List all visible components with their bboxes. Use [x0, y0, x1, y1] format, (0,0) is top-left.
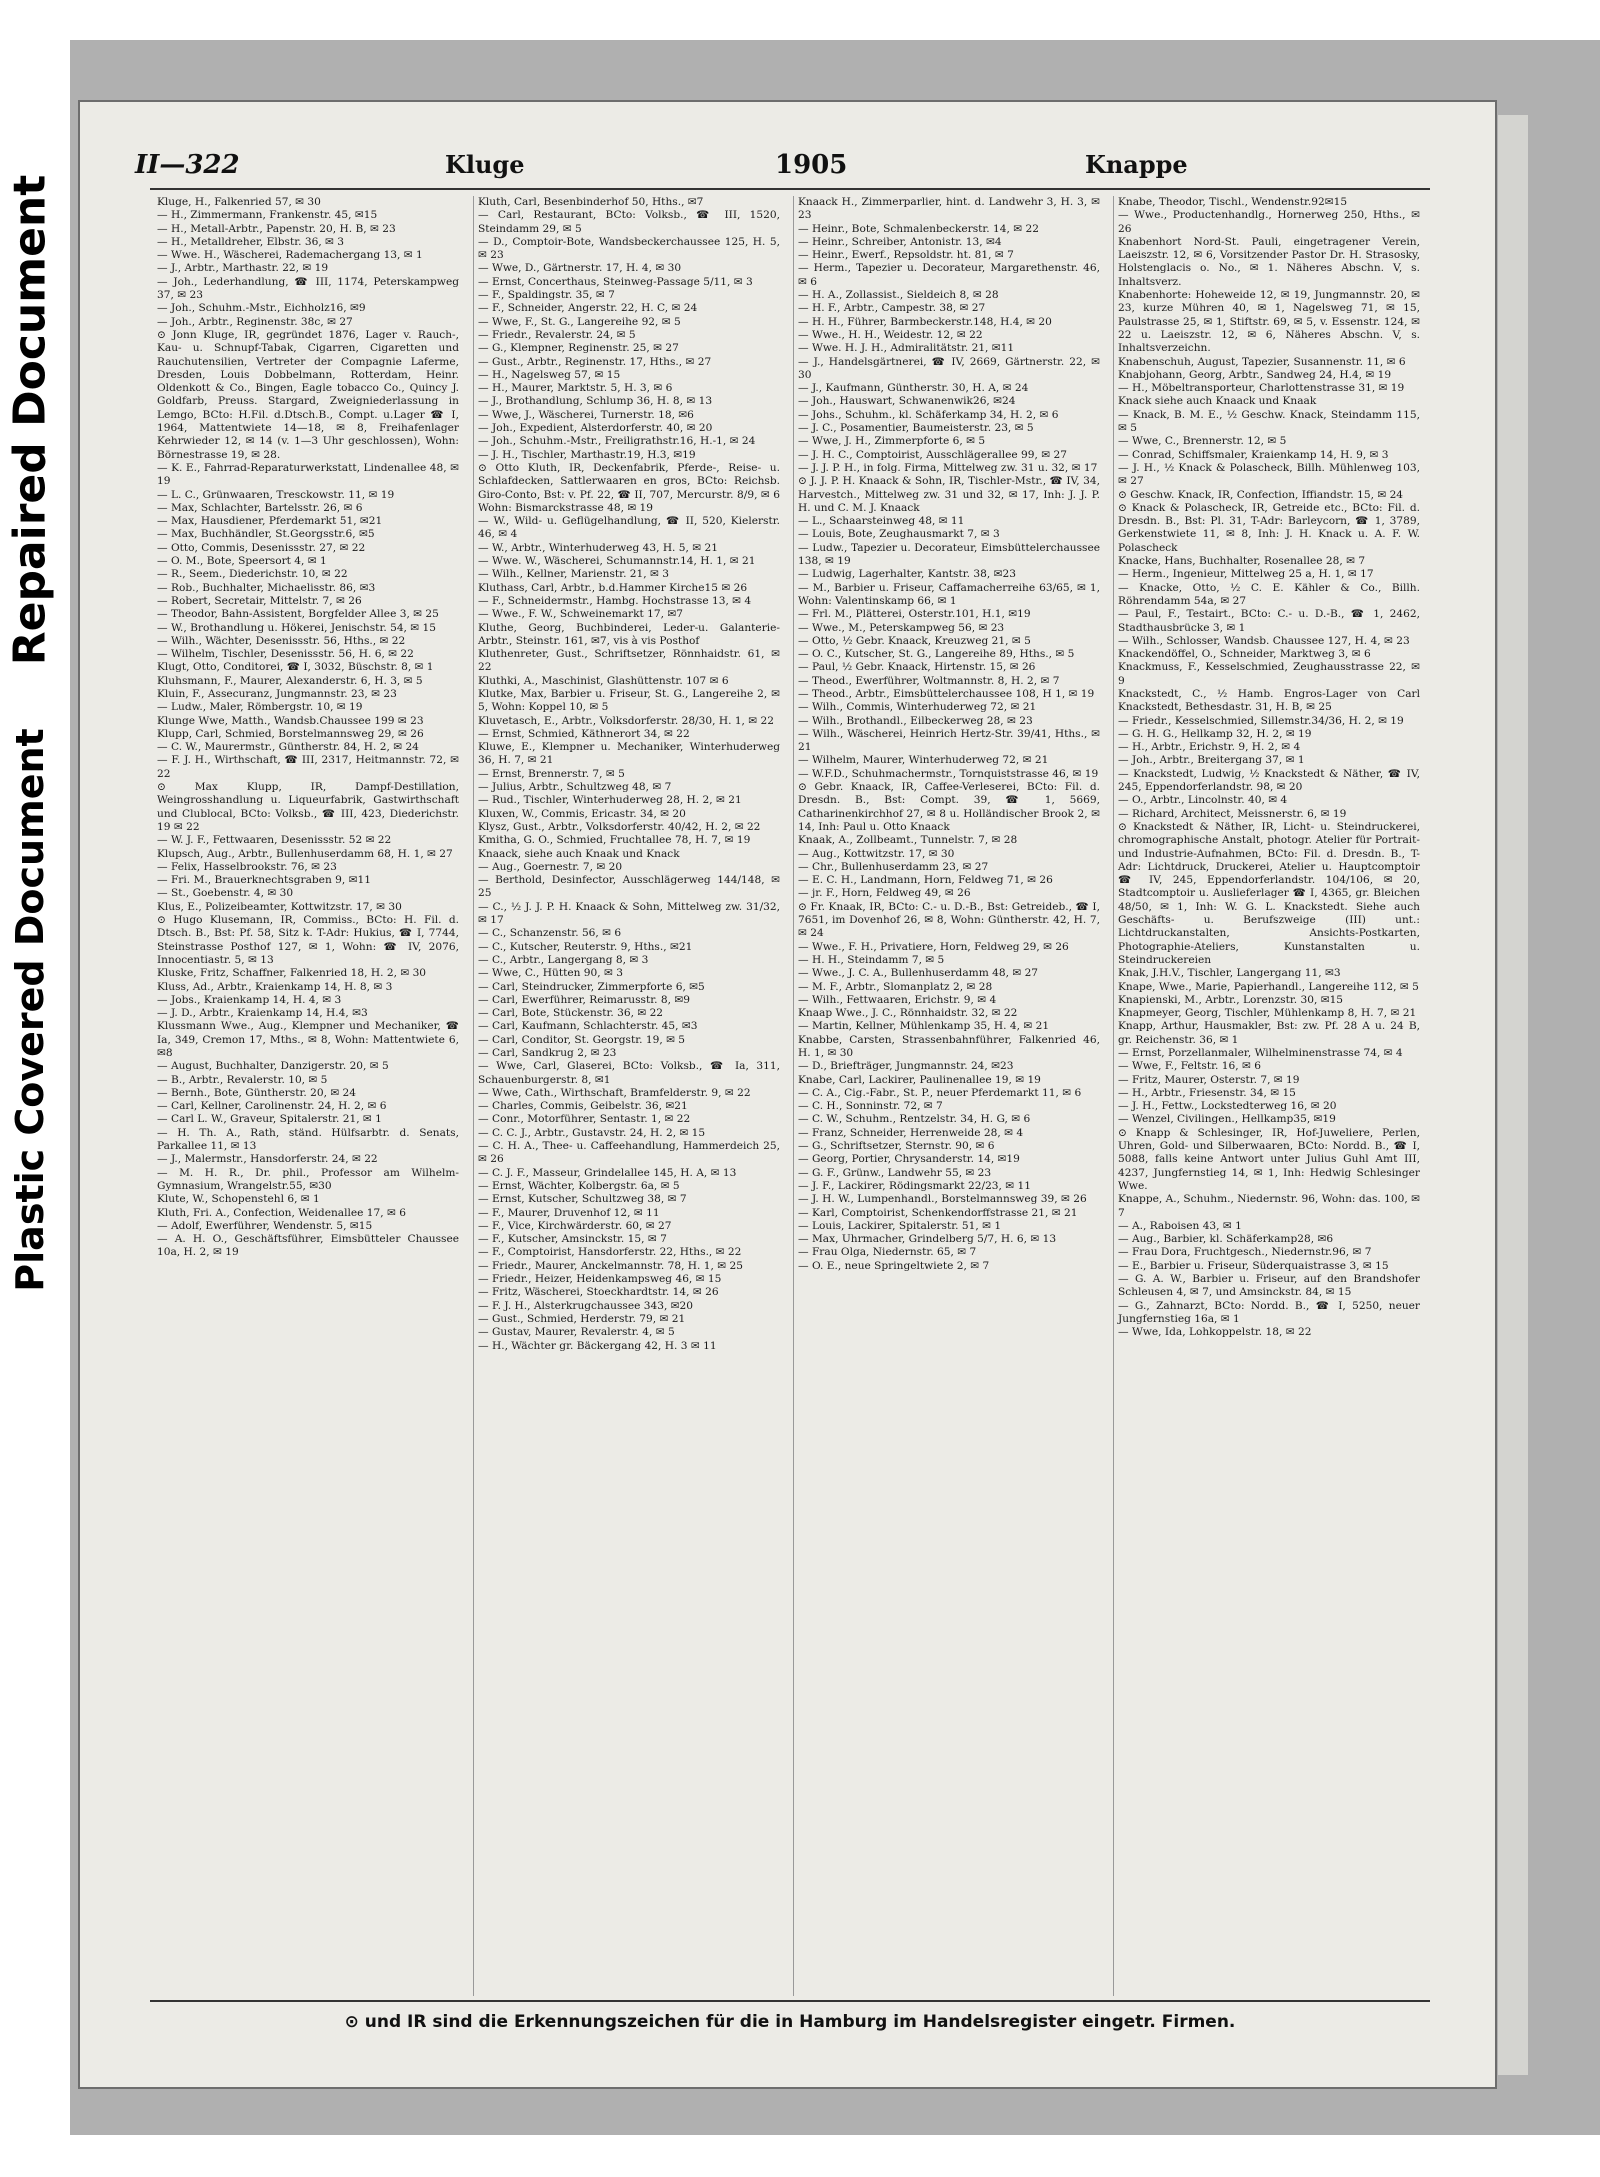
directory-entry: — H. F., Arbtr., Campestr. 38, ✉ 27	[798, 302, 986, 315]
directory-entry: — M., Barbier u. Friseur, Caffamacherreihe 63/65, ✉ 1, Wohn: Valentinskamp 66, ✉ 1	[798, 581, 1100, 607]
directory-entry: — Frl. M., Plätterei, Osterstr.101, H.1, ✉19	[798, 608, 1031, 621]
directory-entry: — Herm., Tapezier u. Decorateur, Margarethenstr. 46, ✉ 6	[798, 262, 1100, 288]
directory-entry: — C. H. A., Thee- u. Caffeehandlung, Hammerdeich 25, ✉ 26	[478, 1140, 780, 1166]
directory-entry: ⊙ Knack & Polascheck, IR, Getreide etc., BCto: Fil. d. Dresdn. B., Bst: Pl. 31, T-Adr: Barleycorn, ☎ 1, 3789, Gerkenstwiete 11, ✉ 8, Inh: J. H. Knack u. A. F. W. Polascheck	[1118, 501, 1420, 554]
directory-entry: Knackendöffel, O., Schneider, Marktweg 3, ✉ 6	[1118, 648, 1371, 661]
directory-entry: — Wwe., F. H., Privatiere, Horn, Feldweg 29, ✉ 26	[798, 940, 1069, 953]
directory-entry: — Wenzel, Civilingen., Hellkamp35, ✉19	[1118, 1113, 1336, 1126]
directory-entry: Klupp, Carl, Schmied, Borstelmannsweg 29, ✉ 26	[157, 727, 424, 740]
directory-entry: — Wilh., Commis, Winterhuderweg 72, ✉ 21	[798, 701, 1037, 714]
directory-entry: Knacke, Hans, Buchhalter, Rosenallee 28, ✉ 7	[1118, 555, 1366, 568]
directory-entry: — Joh., Hauswart, Schwanenwik26, ✉24	[798, 395, 1016, 408]
directory-entry: Knack siehe auch Knaack und Knaak	[1118, 395, 1317, 408]
directory-entry: — Wilhelm, Maurer, Winterhuderweg 72, ✉ 21	[798, 754, 1049, 767]
directory-entry: — F. J. H., Wirthschaft, ☎ III, 2317, Heitmannstr. 72, ✉ 22	[157, 754, 459, 780]
directory-entry: — Wwe, Ida, Lohkoppelstr. 18, ✉ 22	[1118, 1326, 1312, 1339]
directory-entry: Knabenhorte: Hoheweide 12, ✉ 19, Jungmannstr. 20, ✉ 23, kurze Mühren 40, ✉ 1, Nagelsweg 71, ✉ 15, Paulstrasse 25, ✉ 1, Stiftstr. 69, ✉ 5, v. Essenstr. 124, ✉ 22 u. Laeiszstr. 12, ✉ 6, Näheres Abschn. V, s. Inhaltsverzeichn.	[1118, 289, 1420, 355]
directory-entry: ⊙ Gebr. Knaack, IR, Caffee-Verleserei, BCto: Fil. d. Dresdn. B., Bst: Compt. 39, ☎ 1, 5669, Catharinenkirchhof 27, ✉ 8 u. Holländischer Brook 2, ✉ 14, Inh: Paul u. Otto Knaack	[798, 781, 1100, 833]
directory-entry: Kluvetasch, E., Arbtr., Volksdorferstr. 28/30, H. 1, ✉ 22	[478, 714, 775, 727]
page-number: II—322	[135, 150, 240, 180]
directory-entry: — F., Kutscher, Amsinckstr. 15, ✉ 7	[478, 1233, 667, 1246]
directory-entry: — C., Arbtr., Langergang 8, ✉ 3	[478, 953, 649, 966]
directory-entry: — Carl, Conditor, St. Georgstr. 19, ✉ 5	[478, 1033, 686, 1046]
directory-entry: — Berthold, Desinfector, Ausschlägerweg 144/148, ✉ 25	[478, 874, 780, 900]
directory-entry: — H., Maurer, Marktstr. 5, H. 3, ✉ 6	[478, 382, 673, 395]
directory-entry: Kluge, H., Falkenried 57, ✉ 30	[157, 196, 321, 208]
directory-entry: — H., Zimmermann, Frankenstr. 45, ✉15	[157, 209, 378, 222]
directory-entry: — Ludw., Tapezier u. Decorateur, Eimsbüttelerchaussee 138, ✉ 19	[798, 541, 1100, 568]
directory-entry: — Paul, ½ Gebr. Knaack, Hirtenstr. 15, ✉ 26	[798, 661, 1036, 674]
directory-entry: — Friedr., Heizer, Heidenkampsweg 46, ✉ 15	[478, 1273, 722, 1286]
directory-entry: Klysz, Gust., Arbtr., Volksdorferstr. 40/42, H. 2, ✉ 22	[478, 820, 761, 833]
directory-entry: — F. J. H., Alsterkrugchaussee 343, ✉20	[478, 1299, 694, 1312]
directory-entry: — Ernst, Porzellanmaler, Wilhelminenstrasse 74, ✉ 4	[1118, 1047, 1403, 1059]
directory-entry: — G., Schriftsetzer, Sternstr. 90, ✉ 6	[798, 1140, 995, 1153]
directory-entry: Kluth, Fri. A., Confection, Weidenallee 17, ✉ 6	[157, 1206, 406, 1219]
directory-entry: — J. J. P. H., in folg. Firma, Mittelweg zw. 31 u. 32, ✉ 17	[798, 461, 1098, 474]
directory-entry: — Wwe, D., Gärtnerstr. 17, H. 4, ✉ 30	[478, 262, 682, 275]
directory-entry: — Martin, Kellner, Mühlenkamp 35, H. 4, ✉ 21	[798, 1020, 1050, 1033]
directory-entry: — C. J. F., Masseur, Grindelallee 145, H. A, ✉ 13	[478, 1166, 737, 1179]
directory-entry: — Aug., Kottwitzstr. 17, ✉ 30	[798, 847, 955, 860]
directory-entry: ⊙ Knapp & Schlesinger, IR, Hof-Juweliere, Perlen, Uhren, Gold- und Silberwaaren, BCto: Nordd. B., ☎ I, 5088, falls keine Antwort unter Julius Guhl Amt III, 4237, Jungfernstieg 14, ✉ 1, Inh: Hedwig Schlesinger Wwe.	[1118, 1126, 1420, 1192]
directory-entry: — Wilh., Brothandl., Eilbeckerweg 28, ✉ 23	[798, 714, 1033, 727]
directory-entry: — Joh., Schuhm.-Mstr., Freiligrathstr.16, H.-1, ✉ 24	[478, 435, 756, 448]
directory-entry: — Wwe, F., Feltstr. 16, ✉ 6	[1118, 1060, 1261, 1073]
directory-entry: — Friedr., Revalerstr. 24, ✉ 5	[478, 328, 636, 341]
directory-entry: — H., Arbtr., Friesenstr. 34, ✉ 15	[1118, 1086, 1296, 1099]
directory-entry: — Wilh., Schlosser, Wandsb. Chaussee 127, H. 4, ✉ 23	[1118, 634, 1410, 647]
directory-entry: — Friedr., Kesselschmied, Sillemstr.34/36, H. 2, ✉ 19	[1118, 714, 1404, 727]
directory-entry: — M. H. R., Dr. phil., Professor am Wilhelm-Gymnasium, Wrangelstr.55, ✉30	[157, 1166, 459, 1192]
directory-entry: — J. C., Posamentier, Baumeisterstr. 23, ✉ 5	[798, 422, 1034, 435]
directory-entry: Kluth, Carl, Besenbinderhof 50, Hths., ✉7	[478, 196, 704, 208]
directory-entry: — Knackstedt, Ludwig, ½ Knackstedt & Näther, ☎ IV, 245, Eppendorferlandstr. 98, ✉ 20	[1118, 767, 1420, 794]
directory-entry: — Ludwig, Lagerhalter, Kantstr. 38, ✉23	[798, 568, 1016, 581]
directory-entry: ⊙ Geschw. Knack, IR, Confection, Iffiandstr. 15, ✉ 24	[1118, 488, 1404, 501]
directory-entry: — Robert, Secretair, Mittelstr. 7, ✉ 26	[157, 594, 362, 607]
directory-entry: — G. H. G., Hellkamp 32, H. 2, ✉ 19	[1118, 727, 1312, 740]
plastic-covered-label: Plastic Covered Document	[8, 728, 52, 1292]
footer-rule	[150, 2000, 1430, 2002]
directory-entry: — Ernst, Brennerstr. 7, ✉ 5	[478, 767, 625, 780]
directory-entry: — Bernh., Bote, Güntherstr. 20, ✉ 24	[157, 1086, 357, 1099]
directory-entry: — Felix, Hasselbrookstr. 76, ✉ 23	[157, 860, 337, 873]
directory-entry: — J. F., Lackirer, Rödingsmarkt 22/23, ✉ 11	[798, 1179, 1032, 1192]
directory-entry: — Wwe., J. C. A., Bullenhuserdamm 48, ✉ 27	[798, 967, 1039, 980]
directory-entry: — R., Seem., Diederichstr. 10, ✉ 22	[157, 568, 348, 581]
directory-entry: — A. H. O., Geschäftsführer, Eimsbütteler Chaussee 10a, H. 2, ✉ 19	[157, 1233, 459, 1259]
directory-entry: ⊙ Otto Kluth, IR, Deckenfabrik, Pferde-, Reise- u. Schlafdecken, Sattlerwaaren en gros, BCto: Reichsb. Giro-Conto, Bst: v. Pf. 22, ☎ II, 707, Mercurstr. 8/9, ✉ 6 Wohn: Bismarckstrasse 48, ✉ 19	[478, 461, 780, 514]
directory-entry: — Joh., Schuhm.-Mstr., Eichholz16, ✉9	[157, 302, 366, 315]
directory-entry: — L., Schaarsteinweg 48, ✉ 11	[798, 515, 965, 528]
directory-entry: — J., Arbtr., Marthastr. 22, ✉ 19	[157, 262, 329, 275]
directory-entry: — Rob., Buchhalter, Michaelisstr. 86, ✉3	[157, 581, 376, 594]
directory-entry: — Louis, Lackirer, Spitalerstr. 51, ✉ 1	[798, 1219, 1002, 1232]
directory-entry: Knape, Wwe., Marie, Papierhandl., Langereihe 112, ✉ 5	[1118, 980, 1419, 993]
directory-entry: — Fritz, Maurer, Osterstr. 7, ✉ 19	[1118, 1073, 1300, 1086]
directory-entry: — Wilh., Fettwaaren, Erichstr. 9, ✉ 4	[798, 993, 997, 1006]
directory-entry: — Aug., Goernestr. 7, ✉ 20	[478, 860, 623, 873]
directory-entry: Knapmeyer, Georg, Tischler, Mühlenkamp 8, H. 7, ✉ 21	[1118, 1007, 1417, 1020]
directory-entry: Knabjohann, Georg, Arbtr., Sandweg 24, H.4, ✉ 19	[1118, 368, 1392, 381]
directory-entry: — J., Handelsgärtnerei, ☎ IV, 2669, Gärtnerstr. 22, ✉ 30	[798, 355, 1100, 381]
directory-entry: — H., Arbtr., Erichstr. 9, H. 2, ✉ 4	[1118, 741, 1301, 754]
directory-entry: — Aug., Barbier, kl. Schäferkamp28, ✉6	[1118, 1233, 1334, 1246]
directory-entry: — J. H., Tischler, Marthastr.19, H.3, ✉19	[478, 448, 696, 461]
directory-entry: — Ernst, Kutscher, Schultzweg 38, ✉ 7	[478, 1193, 687, 1206]
directory-entry: — Wwe., M., Peterskampweg 56, ✉ 23	[798, 621, 1005, 634]
directory-entry: — Ernst, Concerthaus, Steinweg-Passage 5/11, ✉ 3	[478, 275, 753, 288]
directory-entry: — Ernst, Schmied, Käthnerort 34, ✉ 22	[478, 727, 690, 740]
directory-entry: — C. W., Schuhm., Rentzelstr. 34, H. G, ✉ 6	[798, 1113, 1031, 1126]
directory-entry: — L. C., Grünwaaren, Tresckowstr. 11, ✉ 19	[157, 488, 395, 501]
column-2	[473, 196, 784, 1996]
directory-entry: — Joh., Arbtr., Reginenstr. 38c, ✉ 27	[157, 315, 353, 328]
directory-entry: — F., Spaldingstr. 35, ✉ 7	[478, 289, 615, 302]
directory-entry: — Gust., Schmied, Herderstr. 79, ✉ 21	[478, 1312, 686, 1325]
directory-entry: — E. C. H., Landmann, Horn, Feldweg 71, ✉ 26	[798, 874, 1053, 887]
directory-entry: — Conrad, Schiffsmaler, Kraienkamp 14, H. 9, ✉ 3	[1118, 448, 1389, 461]
directory-entry: — Joh., Arbtr., Breitergang 37, ✉ 1	[1118, 754, 1305, 767]
directory-entry: — F., Comptoirist, Hansdorferstr. 22, Hths., ✉ 22	[478, 1246, 742, 1259]
directory-entry: Klus, E., Polizeibeamter, Kottwitzstr. 17, ✉ 30	[157, 900, 402, 913]
directory-entry: Knapp, Arthur, Hausmakler, Bst: zw. Pf. 28 A u. 24 B, gr. Reichenstr. 36, ✉ 1	[1118, 1020, 1420, 1046]
directory-entry: ⊙ Jonn Kluge, IR, gegründet 1876, Lager v. Rauch-, Kau- u. Schnupf-Tabak, Cigarren, Cigaretten und Rauchutensilien, Vertreter der Compagnie Laferme, Dresden, Louis Dobbelmann, Rotterdam, Heinr. Oldenkott & Co., Bingen, Eagle tobacco Co., Quincy J. Goldfarb, Preuss. Stargard, Zweigniederlassung in Lemgo, BCto: H.Fil. d.Dtsch.B., Compt. u.Lager ☎ I, 1964, Mattentwiete 14—18, ✉ 8, Freihafenlager Kehrwieder 12, ✉ 14 (v. 1—3 Uhr geschlossen), Wohn: Börnestrasse 19, ✉ 28.	[157, 328, 459, 461]
directory-entry: — C. W., Maurermstr., Güntherstr. 84, H. 2, ✉ 24	[157, 741, 419, 754]
directory-entry: — Frau Dora, Fruchtgesch., Niedernstr.96, ✉ 7	[1118, 1246, 1372, 1259]
directory-entry: Knabe, Theodor, Tischl., Wendenstr.92✉15	[1118, 196, 1348, 208]
directory-entry: — August, Buchhalter, Danzigerstr. 20, ✉ 5	[157, 1060, 389, 1073]
repaired-document-label: Repaired Document	[4, 174, 56, 666]
directory-entry: — Chr., Bullenhuserdamm 23, ✉ 27	[798, 860, 989, 873]
directory-entry: — W.F.D., Schuhmachermstr., Tornquiststrasse 46, ✉ 19	[798, 767, 1099, 780]
directory-entry: Kluthki, A., Maschinist, Glashüttenstr. 107 ✉ 6	[478, 674, 729, 687]
directory-entry: — Jobs., Kraienkamp 14, H. 4, ✉ 3	[157, 993, 342, 1006]
directory-entry: Knabe, Carl, Lackirer, Paulinenallee 19, ✉ 19	[798, 1073, 1041, 1086]
directory-entry: — E., Barbier u. Friseur, Süderquaistrasse 3, ✉ 15	[1118, 1259, 1389, 1272]
directory-entry: — C. C. J., Arbtr., Gustavstr. 24, H. 2, ✉ 15	[478, 1126, 706, 1139]
directory-entry: — J. D., Arbtr., Kraienkamp 14, H.4, ✉3	[157, 1007, 368, 1020]
side-label-bar	[0, 0, 60, 2177]
entry-columns	[153, 196, 1428, 1996]
directory-entry: — Carl, Kaufmann, Schlachterstr. 45, ✉3	[478, 1020, 698, 1033]
directory-entry: — O. E., neue Springeltwiete 2, ✉ 7	[798, 1259, 990, 1272]
directory-entry: — C., Kutscher, Reuterstr. 9, Hths., ✉21	[478, 940, 693, 953]
directory-entry: — Carl, Kellner, Carolinenstr. 24, H. 2, ✉ 6	[157, 1100, 387, 1113]
directory-entry: Klutke, Max, Barbier u. Friseur, St. G., Langereihe 2, ✉ 5, Wohn: Koppel 10, ✉ 5	[478, 687, 780, 714]
directory-entry: — F., Vice, Kirchwärderstr. 60, ✉ 27	[478, 1219, 672, 1232]
directory-entry: Kluin, F., Assecuranz, Jungmannstr. 23, ✉ 23	[157, 687, 397, 700]
directory-entry: Knaak, A., Zollbeamt., Tunnelstr. 7, ✉ 28	[798, 834, 1018, 847]
directory-entry: — J., Kaufmann, Güntherstr. 30, H. A, ✉ 24	[798, 382, 1029, 395]
directory-entry: — Johs., Schuhm., kl. Schäferkamp 34, H. 2, ✉ 6	[798, 408, 1059, 421]
directory-entry: — J. H. W., Lumpenhandl., Borstelmannsweg 39, ✉ 26	[798, 1193, 1087, 1206]
directory-entry: Knapienski, M., Arbtr., Lorenzstr. 30, ✉15	[1118, 993, 1344, 1006]
directory-entry: — Gust., Arbtr., Reginenstr. 17, Hths., ✉ 27	[478, 355, 712, 368]
directory-entry: — Carl, Ewerführer, Reimarusstr. 8, ✉9	[478, 993, 690, 1006]
directory-entry: Knaack, siehe auch Knaak und Knack	[478, 847, 680, 860]
directory-entry: Klupsch, Aug., Arbtr., Bullenhuserdamm 68, H. 1, ✉ 27	[157, 847, 453, 860]
directory-entry: — Knack, B. M. E., ½ Geschw. Knack, Steindamm 115, ✉ 5	[1118, 408, 1420, 435]
directory-entry: — W., Brothandlung u. Hökerei, Jenischstr. 54, ✉ 15	[157, 621, 437, 634]
directory-entry: — H., Metalldreher, Elbstr. 36, ✉ 3	[157, 235, 345, 248]
directory-entry: Kluthass, Carl, Arbtr., b.d.Hammer Kirche15 ✉ 26	[478, 581, 748, 594]
directory-entry: — G. F., Grünw., Landwehr 55, ✉ 23	[798, 1166, 992, 1179]
directory-entry: — Wwe, J., Wäscherei, Turnerstr. 18, ✉6	[478, 408, 694, 421]
directory-entry: — G. A. W., Barbier u. Friseur, auf den Brandshofer Schleusen 4, ✉ 7, und Amsinckstr. 84, ✉ 15	[1118, 1273, 1420, 1299]
directory-entry: — Max, Uhrmacher, Grindelberg 5/7, H. 6, ✉ 13	[798, 1233, 1057, 1246]
directory-entry: — jr. F., Horn, Feldweg 49, ✉ 26	[798, 887, 971, 900]
directory-entry: — Wwe, C., Brennerstr. 12, ✉ 5	[1118, 435, 1287, 448]
directory-entry: — M. F., Arbtr., Slomanplatz 2, ✉ 28	[798, 980, 993, 993]
directory-entry: — C., ½ J. J. P. H. Knaack & Sohn, Mittelweg zw. 31/32, ✉ 17	[478, 900, 780, 927]
directory-entry: — Fritz, Wäscherei, Stoeckhardtstr. 14, ✉ 26	[478, 1286, 719, 1299]
directory-entry: — H., Metall-Arbtr., Papenstr. 20, H. B, ✉ 23	[157, 222, 396, 235]
directory-entry: — C., Schanzenstr. 56, ✉ 6	[478, 927, 622, 940]
next-page-edge	[1498, 115, 1528, 2075]
directory-entry: Kluthe, Georg, Buchbinderei, Leder-u. Galanterie-Arbtr., Steinstr. 161, ✉7, vis à vis Posthof	[478, 621, 780, 647]
column-4	[1113, 196, 1424, 1996]
directory-entry: — Herm., Ingenieur, Mittelweg 25 a, H. 1, ✉ 17	[1118, 568, 1374, 581]
directory-entry: — Wilh., Kellner, Marienstr. 21, ✉ 3	[478, 568, 670, 581]
directory-entry: — Theod., Arbtr., Eimsbüttelerchaussee 108, H 1, ✉ 19	[798, 687, 1095, 700]
directory-entry: — Wwe. H. J. H., Admiralitätstr. 21, ✉11	[798, 342, 1015, 355]
directory-entry: Klugt, Otto, Conditorei, ☎ I, 3032, Büschstr. 8, ✉ 1	[157, 661, 434, 674]
directory-entry: — Otto, ½ Gebr. Knaack, Kreuzweg 21, ✉ 5	[798, 634, 1031, 647]
directory-entry: — Max, Schlachter, Bartelsstr. 26, ✉ 6	[157, 501, 363, 514]
directory-entry: ⊙ J. J. P. H. Knaack & Sohn, IR, Tischler-Mstr., ☎ IV, 34, Harvestch., Mittelweg zw. 31 und 32, ✉ 17, Inh: J. J. P. H. und C. M. J. Knaack	[798, 475, 1100, 514]
directory-entry: Kluwe, E., Klempner u. Mechaniker, Winterhuderweg 36, H. 7, ✉ 21	[478, 741, 780, 767]
directory-entry: Knaap Wwe., J. C., Rönnhaidstr. 32, ✉ 22	[798, 1007, 1018, 1020]
directory-entry: — J. H., ½ Knack & Polascheck, Billh. Mühlenweg 103, ✉ 27	[1118, 461, 1420, 488]
directory-entry: — Wwe., F. W., Schweinemarkt 17, ✉7	[478, 608, 683, 621]
directory-entry: Knabenhort Nord-St. Pauli, eingetragener Verein, Laeiszstr. 12, ✉ 6, Vorsitzender Pastor Dr. H. Strasosky, Holstenglacis o. No., ✉ 1. Näheres Abschn. V, s. Inhaltsverz.	[1118, 235, 1420, 288]
directory-entry: Kluske, Fritz, Schaffner, Falkenried 18, H. 2, ✉ 30	[157, 967, 427, 980]
directory-entry: — Friedr., Maurer, Anckelmannstr. 78, H. 1, ✉ 25	[478, 1259, 743, 1272]
directory-entry: — W., Wild- u. Geflügelhandlung, ☎ II, 520, Kielerstr. 46, ✉ 4	[478, 515, 780, 541]
directory-entry: — H. A., Zollassist., Sieldeich 8, ✉ 28	[798, 289, 999, 302]
directory-entry: — J. H., Fettw., Lockstedterweg 16, ✉ 20	[1118, 1100, 1337, 1113]
directory-entry: — H., Möbeltransporteur, Charlottenstrasse 31, ✉ 19	[1118, 382, 1405, 395]
directory-entry: — Paul, F., Testairt., BCto: C.- u. D.-B., ☎ 1, 2462, Stadthausbrücke 3, ✉ 1	[1118, 608, 1420, 634]
directory-entry: — St., Goebenstr. 4, ✉ 30	[157, 887, 294, 900]
directory-entry: — O. M., Bote, Speersort 4, ✉ 1	[157, 555, 327, 568]
directory-entry: — Carl, Sandkrug 2, ✉ 23	[478, 1047, 617, 1059]
directory-entry: — Wilh., Wäscherei, Heinrich Hertz-Str. 39/41, Hths., ✉ 21	[798, 727, 1100, 754]
directory-entry: Knabenschuh, August, Tapezier, Susannenstr. 11, ✉ 6	[1118, 355, 1406, 368]
directory-entry: Knappe, A., Schuhm., Niedernstr. 96, Wohn: das. 100, ✉ 7	[1118, 1193, 1420, 1219]
directory-entry: — Otto, Commis, Desenissstr. 27, ✉ 22	[157, 541, 366, 554]
directory-entry: — H., Nagelsweg 57, ✉ 15	[478, 368, 621, 381]
directory-entry: — Carl, Bote, Stückenstr. 36, ✉ 22	[478, 1007, 664, 1020]
directory-entry: — Theod., Ewerführer, Woltmannstr. 8, H. 2, ✉ 7	[798, 674, 1060, 687]
directory-entry: Knabbe, Carsten, Strassenbahnführer, Falkenried 46, H. 1, ✉ 30	[798, 1033, 1100, 1059]
directory-entry: — Conr., Motorführer, Sentastr. 1, ✉ 22	[478, 1113, 691, 1126]
directory-entry: — Julius, Arbtr., Schultzweg 48, ✉ 7	[478, 781, 672, 794]
directory-entry: Klute, W., Schopenstehl 6, ✉ 1	[157, 1193, 320, 1206]
directory-entry: — H., Wächter gr. Bäckergang 42, H. 3 ✉ 11	[478, 1339, 717, 1352]
directory-entry: Knak, J.H.V., Tischler, Langergang 11, ✉3	[1118, 967, 1341, 980]
directory-entry: — Wilh., Wächter, Desenissstr. 56, Hths., ✉ 22	[157, 634, 406, 647]
directory-entry: — Wilhelm, Tischler, Desenissstr. 56, H. 6, ✉ 22	[157, 648, 414, 661]
page-footer: ⊙ und IR sind die Erkennungszeichen für die in Hamburg im Handelsregister eingetr. Firmen.	[344, 2012, 1236, 2032]
directory-entry: — Wwe, C., Hütten 90, ✉ 3	[478, 967, 623, 980]
directory-entry: — J., Malermstr., Hansdorferstr. 24, ✉ 22	[157, 1153, 378, 1166]
directory-entry: — Wwe, Carl, Glaserei, BCto: Volksb., ☎ Ia, 311, Schauenburgerstr. 8, ✉1	[478, 1060, 780, 1086]
directory-entry: — C. H., Sonninstr. 72, ✉ 7	[798, 1100, 943, 1113]
header-year: 1905	[775, 150, 848, 180]
header-first-word: Kluge	[445, 150, 525, 179]
header-last-word: Knappe	[1085, 150, 1188, 179]
directory-entry: — Theodor, Bahn-Assistent, Borgfelder Allee 3, ✉ 25	[157, 608, 439, 621]
directory-entry: Knackmuss, F., Kesselschmied, Zeughausstrasse 22, ✉ 9	[1118, 661, 1420, 687]
directory-entry: ⊙ Max Klupp, IR, Dampf-Destillation, Weingrosshandlung u. Liqueurfabrik, Gastwirthschaft und Clublocal, BCto: Volksb., ☎ III, 423, Diederichstr. 19 ✉ 22	[157, 781, 459, 833]
directory-entry: Klunge Wwe, Matth., Wandsb.Chaussee 199 ✉ 23	[157, 714, 424, 727]
directory-entry: — H. Th. A., Rath, ständ. Hülfsarbtr. d. Senats, Parkallee 11, ✉ 13	[157, 1126, 459, 1153]
directory-entry: — Karl, Comptoirist, Schenkendorffstrasse 21, ✉ 21	[798, 1206, 1078, 1219]
directory-entry: — C. A., Cig.-Fabr., St. P., neuer Pferdemarkt 11, ✉ 6	[798, 1086, 1082, 1099]
directory-entry: — Carl L. W., Graveur, Spitalerstr. 21, ✉ 1	[157, 1113, 382, 1126]
directory-entry: — F., Schneider, Angerstr. 22, H. C, ✉ 24	[478, 302, 698, 315]
directory-entry: — H. H., Steindamm 7, ✉ 5	[798, 953, 945, 966]
directory-entry: Kmitha, G. O., Schmied, Fruchtallee 78, H. 7, ✉ 19	[478, 834, 751, 847]
directory-entry: — D., Briefträger, Jungmannstr. 24, ✉23	[798, 1060, 1014, 1073]
directory-entry: — Joh., Expedient, Alsterdorferstr. 40, ✉ 20	[478, 422, 713, 435]
directory-entry: — Charles, Commis, Geibelstr. 36, ✉21	[478, 1100, 688, 1113]
directory-entry: — G., Klempner, Reginenstr. 25, ✉ 27	[478, 342, 679, 355]
directory-entry: — D., Comptoir-Bote, Wandsbeckerchaussee 125, H. 5, ✉ 23	[478, 235, 780, 262]
directory-entry: — Gustav, Maurer, Revalerstr. 4, ✉ 5	[478, 1326, 675, 1339]
directory-entry: — Wwe., Productenhandlg., Hornerweg 250, Hths., ✉ 26	[1118, 209, 1420, 235]
directory-entry: — Wwe, J. H., Zimmerpforte 6, ✉ 5	[798, 435, 986, 448]
directory-entry: — Fri. M., Brauerknechtsgraben 9, ✉11	[157, 874, 371, 887]
directory-entry: — Heinr., Ewerf., Repsoldstr. ht. 81, ✉ 7	[798, 249, 1014, 262]
directory-entry: — Louis, Bote, Zeughausmarkt 7, ✉ 3	[798, 528, 1000, 541]
directory-entry: — B., Arbtr., Revalerstr. 10, ✉ 5	[157, 1073, 328, 1086]
directory-entry: — H. H., Führer, Barmbeckerstr.148, H.4, ✉ 20	[798, 315, 1052, 328]
directory-entry: — Wwe. H., Wäscherei, Rademachergang 13, ✉ 1	[157, 249, 423, 262]
directory-entry: — Heinr., Bote, Schmalenbeckerstr. 14, ✉ 22	[798, 222, 1039, 235]
directory-entry: — J. H. C., Comptoirist, Ausschlägerallee 99, ✉ 27	[798, 448, 1067, 461]
directory-entry: — Frau Olga, Niedernstr. 65, ✉ 7	[798, 1246, 977, 1259]
directory-entry: — Heinr., Schreiber, Antonistr. 13, ✉4	[798, 235, 1002, 248]
column-1	[153, 196, 463, 1996]
directory-entry: Knackstedt, C., ½ Hamb. Engros-Lager von Carl Knackstedt, Bethesdastr. 31, H. B, ✉ 25	[1118, 687, 1420, 714]
directory-entry: — Wwe., H. H., Weidestr. 12, ✉ 22	[798, 328, 983, 341]
directory-entry: — G., Zahnarzt, BCto: Nordd. B., ☎ I, 5250, neuer Jungfernstieg 16a, ✉ 1	[1118, 1299, 1420, 1325]
directory-entry: — J., Brothandlung, Schlump 36, H. 8, ✉ 13	[478, 395, 713, 408]
directory-entry: — O., Arbtr., Lincolnstr. 40, ✉ 4	[1118, 794, 1288, 807]
directory-entry: — O. C., Kutscher, St. G., Langereihe 89, Hths., ✉ 5	[798, 648, 1075, 661]
directory-entry: — F., Schneidermstr., Hambg. Hochstrasse 13, ✉ 4	[478, 594, 752, 607]
directory-entry: — Georg, Portier, Chrysanderstr. 14, ✉19	[798, 1153, 1020, 1166]
directory-entry: — Adolf, Ewerführer, Wendenstr. 5, ✉15	[157, 1219, 373, 1232]
directory-entry: ⊙ Knackstedt & Näther, IR, Licht- u. Steindruckerei, chromographische Anstalt, photogr. Atelier für Portrait- und Industrie-Aufnahmen, BCto: Fil. d. Dresdn. B., T-Adr: Lichtdruck, Druckerei, Atelier u. Hauptcomptoir ☎ IV, 245, Eppendorferlandstr. 104/106, ✉ 20, Stadtcomptoir u. Auslieferlager ☎ I, 4365, gr. Bleichen 48/50, ✉ 1, Inh: W. G. L. Knackstedt. Siehe auch Geschäfts- u. Berufszweige (III) unt.: Lichtdruckanstalten, Ansichts-Postkarten, Photographie-Ateliers, Kunstanstalten u. Steindruckereien	[1118, 820, 1420, 966]
directory-entry: — Wwe. W., Wäscherei, Schumannstr.14, H. 1, ✉ 21	[478, 555, 756, 568]
header-rule	[150, 188, 1430, 190]
directory-entry: ⊙ Fr. Knaak, IR, BCto: C.- u. D.-B., Bst: Getreideb., ☎ I, 7651, im Dovenhof 26, ✉ 8, Wohn: Güntherstr. 42, H. 7, ✉ 24	[798, 900, 1100, 940]
directory-entry: — Carl, Steindrucker, Zimmerpforte 6, ✉5	[478, 980, 705, 993]
directory-entry: — A., Raboisen 43, ✉ 1	[1118, 1219, 1242, 1232]
directory-entry: — Max, Buchhändler, St.Georgsstr.6, ✉5	[157, 528, 375, 541]
directory-entry: — Wwe, Cath., Wirthschaft, Bramfelderstr. 9, ✉ 22	[478, 1086, 751, 1099]
directory-entry: Kluhsmann, F., Maurer, Alexanderstr. 6, H. 3, ✉ 5	[157, 674, 423, 687]
directory-entry: — Knacke, Otto, ½ C. E. Kähler & Co., Billh. Röhrendamm 54a, ✉ 27	[1118, 581, 1420, 607]
directory-entry: — Wwe, F., St. G., Langereihe 92, ✉ 5	[478, 315, 681, 328]
directory-entry: — Richard, Architect, Meissnerstr. 6, ✉ 19	[1118, 807, 1347, 820]
directory-entry: — Rud., Tischler, Winterhuderweg 28, H. 2, ✉ 21	[478, 794, 742, 807]
directory-entry: — Max, Hausdiener, Pferdemarkt 51, ✉21	[157, 515, 383, 528]
page-header	[85, 150, 1425, 186]
directory-entry: — Carl, Restaurant, BCto: Volksb., ☎ III, 1520, Steindamm 29, ✉ 5	[478, 209, 780, 235]
column-3	[793, 196, 1104, 1996]
directory-entry: — W., Arbtr., Winterhuderweg 43, H. 5, ✉ 21	[478, 541, 718, 554]
directory-entry: — W. J. F., Fettwaaren, Desenissstr. 52 ✉ 22	[157, 834, 392, 847]
directory-entry: — F., Maurer, Druvenhof 12, ✉ 11	[478, 1206, 660, 1219]
directory-entry: — Franz, Schneider, Herrenweide 28, ✉ 4	[798, 1126, 1024, 1139]
directory-entry: — K. E., Fahrrad-Reparaturwerkstatt, Lindenallee 48, ✉ 19	[157, 461, 459, 488]
directory-entry: — Joh., Lederhandlung, ☎ III, 1174, Peterskampweg 37, ✉ 23	[157, 275, 459, 302]
directory-entry: — Ludw., Maler, Römbergstr. 10, ✉ 19	[157, 701, 363, 714]
directory-entry: Kluxen, W., Commis, Ericastr. 34, ✉ 20	[478, 807, 686, 820]
directory-entry: Knaack H., Zimmerparlier, hint. d. Landwehr 3, H. 3, ✉ 23	[798, 196, 1100, 222]
directory-entry: — Ernst, Wächter, Kolbergstr. 6a, ✉ 5	[478, 1179, 680, 1192]
directory-entry: Kluss, Ad., Arbtr., Kraienkamp 14, H. 8, ✉ 3	[157, 980, 393, 993]
directory-entry: ⊙ Hugo Klusemann, IR, Commiss., BCto: H. Fil. d. Dtsch. B., Bst: Pf. 58, Sitz k. T-Adr: Hukius, ☎ I, 7744, Steinstrasse Posthof 127, ✉ 1, Wohn: ☎ IV, 2076, Innocentiastr. 5, ✉ 13	[157, 914, 459, 966]
directory-entry: Kluthenreter, Gust., Schriftsetzer, Rönnhaidstr. 61, ✉ 22	[478, 648, 780, 674]
directory-entry: Klussmann Wwe., Aug., Klempner und Mechaniker, ☎ Ia, 349, Cremon 17, Mths., ✉ 8, Wohn: Mattentwiete 6, ✉8	[157, 1020, 459, 1059]
